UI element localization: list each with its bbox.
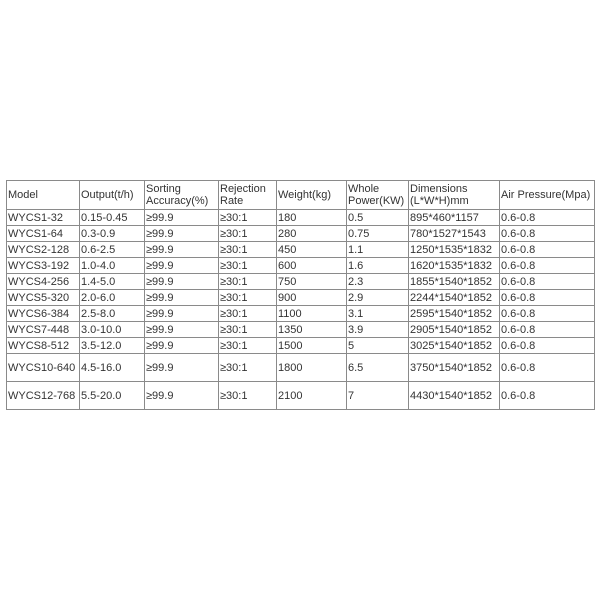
cell-model: WYCS1-64 [7,226,80,242]
header-model: Model [7,181,80,210]
cell-dimensions: 3025*1540*1852 [409,338,500,354]
table-row [7,290,595,306]
cell-whole-power: 0.75 [347,226,409,242]
cell-air-pressure: 0.6-0.8 [500,322,595,338]
table-header-row [7,181,595,210]
cell-whole-power: 6.5 [347,354,409,382]
cell-whole-power: 5 [347,338,409,354]
cell-output: 1.0-4.0 [80,258,145,274]
cell-output: 3.5-12.0 [80,338,145,354]
cell-weight: 2100 [277,382,347,410]
cell-rejection-rate: ≥30:1 [219,354,277,382]
header-dimensions: Dimensions (L*W*H)mm [409,181,500,210]
cell-rejection-rate: ≥30:1 [219,242,277,258]
cell-rejection-rate: ≥30:1 [219,210,277,226]
cell-whole-power: 2.3 [347,274,409,290]
cell-model: WYCS6-384 [7,306,80,322]
cell-sorting-accuracy: ≥99.9 [145,210,219,226]
cell-model: WYCS12-768 [7,382,80,410]
cell-weight: 1500 [277,338,347,354]
header-sorting-accuracy: Sorting Accuracy(%) [145,181,219,210]
cell-sorting-accuracy: ≥99.9 [145,226,219,242]
cell-model: WYCS10-640 [7,354,80,382]
cell-whole-power: 0.5 [347,210,409,226]
table-row [7,322,595,338]
cell-whole-power: 1.6 [347,258,409,274]
cell-sorting-accuracy: ≥99.9 [145,354,219,382]
cell-sorting-accuracy: ≥99.9 [145,338,219,354]
cell-dimensions: 2244*1540*1852 [409,290,500,306]
cell-weight: 600 [277,258,347,274]
table-row [7,306,595,322]
table-row [7,354,595,382]
cell-rejection-rate: ≥30:1 [219,338,277,354]
cell-sorting-accuracy: ≥99.9 [145,274,219,290]
cell-air-pressure: 0.6-0.8 [500,258,595,274]
table-body [7,210,595,410]
cell-air-pressure: 0.6-0.8 [500,242,595,258]
cell-rejection-rate: ≥30:1 [219,226,277,242]
cell-air-pressure: 0.6-0.8 [500,210,595,226]
table-row [7,242,595,258]
cell-dimensions: 1250*1535*1832 [409,242,500,258]
cell-output: 2.0-6.0 [80,290,145,306]
cell-whole-power: 7 [347,382,409,410]
cell-dimensions: 780*1527*1543 [409,226,500,242]
cell-sorting-accuracy: ≥99.9 [145,242,219,258]
cell-dimensions: 2595*1540*1852 [409,306,500,322]
cell-air-pressure: 0.6-0.8 [500,306,595,322]
cell-model: WYCS2-128 [7,242,80,258]
cell-output: 3.0-10.0 [80,322,145,338]
cell-rejection-rate: ≥30:1 [219,258,277,274]
cell-output: 2.5-8.0 [80,306,145,322]
table-row [7,210,595,226]
cell-sorting-accuracy: ≥99.9 [145,306,219,322]
cell-whole-power: 3.1 [347,306,409,322]
cell-output: 5.5-20.0 [80,382,145,410]
header-rejection-rate: Rejection Rate [219,181,277,210]
cell-model: WYCS5-320 [7,290,80,306]
table-row [7,274,595,290]
cell-sorting-accuracy: ≥99.9 [145,382,219,410]
cell-whole-power: 2.9 [347,290,409,306]
cell-rejection-rate: ≥30:1 [219,274,277,290]
cell-rejection-rate: ≥30:1 [219,290,277,306]
cell-output: 4.5-16.0 [80,354,145,382]
cell-weight: 750 [277,274,347,290]
cell-dimensions: 4430*1540*1852 [409,382,500,410]
cell-output: 0.3-0.9 [80,226,145,242]
table-row [7,338,595,354]
header-output: Output(t/h) [80,181,145,210]
cell-dimensions: 1855*1540*1852 [409,274,500,290]
cell-output: 0.15-0.45 [80,210,145,226]
table-row [7,226,595,242]
cell-output: 1.4-5.0 [80,274,145,290]
cell-air-pressure: 0.6-0.8 [500,226,595,242]
cell-weight: 180 [277,210,347,226]
cell-whole-power: 1.1 [347,242,409,258]
cell-dimensions: 895*460*1157 [409,210,500,226]
header-weight: Weight(kg) [277,181,347,210]
cell-air-pressure: 0.6-0.8 [500,338,595,354]
cell-dimensions: 3750*1540*1852 [409,354,500,382]
cell-model: WYCS1-32 [7,210,80,226]
cell-air-pressure: 0.6-0.8 [500,290,595,306]
cell-model: WYCS8-512 [7,338,80,354]
cell-output: 0.6-2.5 [80,242,145,258]
cell-weight: 1350 [277,322,347,338]
cell-weight: 450 [277,242,347,258]
cell-model: WYCS3-192 [7,258,80,274]
cell-air-pressure: 0.6-0.8 [500,354,595,382]
cell-rejection-rate: ≥30:1 [219,322,277,338]
cell-sorting-accuracy: ≥99.9 [145,258,219,274]
table-row [7,382,595,410]
cell-air-pressure: 0.6-0.8 [500,382,595,410]
cell-model: WYCS7-448 [7,322,80,338]
cell-dimensions: 1620*1535*1832 [409,258,500,274]
cell-sorting-accuracy: ≥99.9 [145,290,219,306]
header-whole-power: Whole Power(KW) [347,181,409,210]
cell-rejection-rate: ≥30:1 [219,382,277,410]
cell-whole-power: 3.9 [347,322,409,338]
cell-weight: 280 [277,226,347,242]
cell-air-pressure: 0.6-0.8 [500,274,595,290]
cell-weight: 1800 [277,354,347,382]
table-row [7,258,595,274]
cell-model: WYCS4-256 [7,274,80,290]
cell-dimensions: 2905*1540*1852 [409,322,500,338]
cell-rejection-rate: ≥30:1 [219,306,277,322]
specifications-table [6,180,595,410]
cell-weight: 1100 [277,306,347,322]
cell-weight: 900 [277,290,347,306]
cell-sorting-accuracy: ≥99.9 [145,322,219,338]
header-air-pressure: Air Pressure(Mpa) [500,181,595,210]
